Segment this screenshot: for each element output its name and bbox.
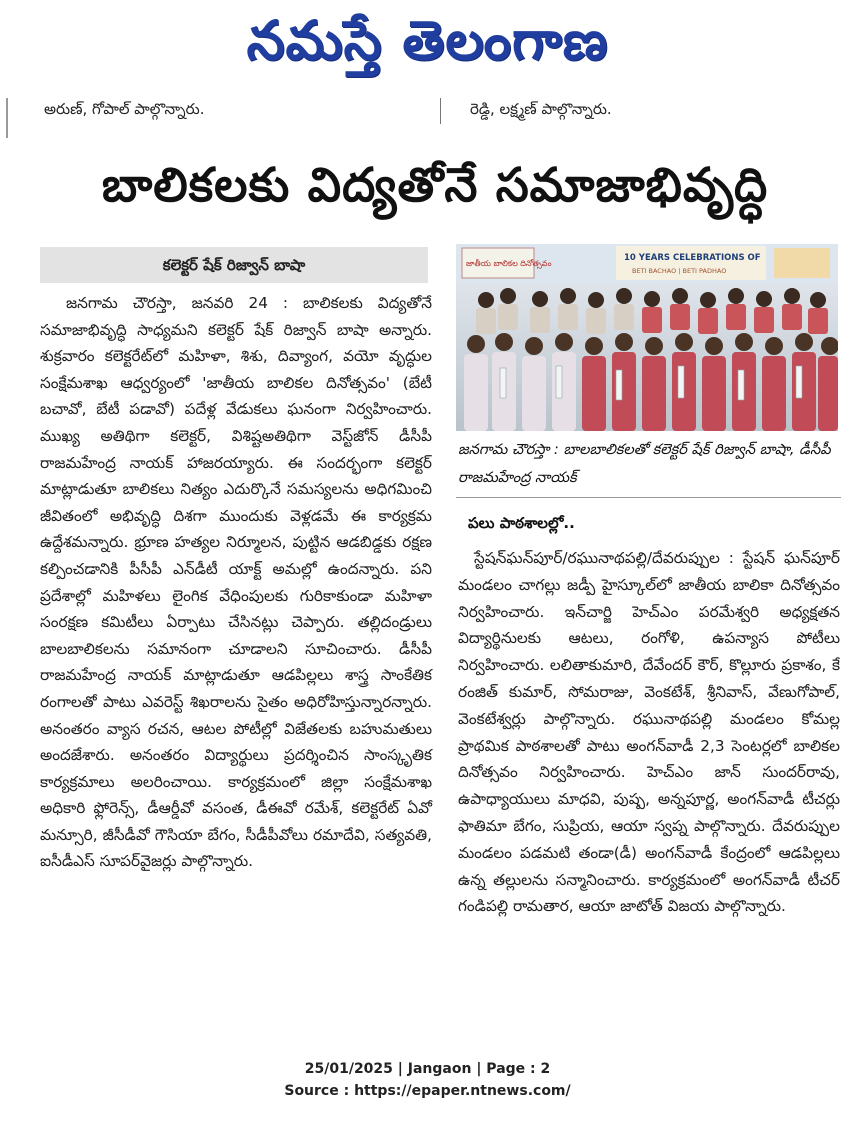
masthead [0,0,855,90]
article-body [40,290,432,875]
sub-article-text: స్టేషన్‌ఘన్‌పూర్/రఘునాథపల్లి/దేవరుప్పుల : స్టేషన్ ఘన్‌పూర్ మండలం చాగల్లు జడ్పీ హైస్కూల్‌లో జాతీయ బాలికా దినోత్సవం నిర్వహించారు. ఇన్‌చార్జి హెచ్‌ఎం పరమేశ్వరి అధ్యక్షతన విద్యార్థినులకు ఆటలు, రంగోళి, ఉపన్యాస పోటీలు నిర్వహించారు. లలితాకుమారి, దేవేందర్ కౌర్, కొల్లూరు ప్రకాశం, కే రంజిత్ కుమార్, సోమరాజు, వెంకటేశ్, శ్రీనివాస్, వేణుగోపాల్, వెంకటేశ్వర్లు పాల్గొన్నారు. రఘునాథపల్లి మండలం కోమల్ల ప్రాథమిక పాఠశాలతో పాటు అంగన్‌వాడీ 2,3 సెంటర్లలో బాలికల దినోత్సవం నిర్వహించారు. హెచ్‌ఎం జాన్ సుందర్‌రావు, ఉపాధ్యాయులు మాధవి, పుష్ప, అన్నపూర్ణ, అంగన్‌వాడీ టీచర్లు ఫాతిమా బేగం, సుప్రియ, ఆయా స్వప్న పాల్గొన్నారు. దేవరుప్పుల మండలం పడమటి తండా(డీ) అంగన్‌వాడీ కేంద్రంలో ఆడపిల్లలు ఉన్న తల్లులను సన్మానించారు. కార్యక్రమంలో అంగన్‌వాడీ టీచర్ గండిపల్లి రామతార, ఆయా జాటోత్ విజయ పాల్గొన్నారు. [458,549,840,916]
article-paragraph [40,290,432,875]
footer-source: Source : https://epaper.ntnews.com/ [284,1083,571,1099]
article-headline: బాలికలకు విద్యతోనే సమాజాభివృద్ధి [101,158,769,213]
group-photo-image [456,244,838,431]
previous-article-tail-right: రెడ్డి, లక్ష్మణ్ పాల్గొన్నారు. [470,100,612,118]
byline: కలెక్టర్ షేక్ రిజ్వాన్ బాషా [162,256,306,274]
column-divider [440,98,441,124]
previous-article-tail-left: అరుణ్, గోపాల్ పాల్గొన్నారు. [44,100,205,118]
photo-banner-left: జాతీయ బాలికల దినోత్సవం [466,259,552,268]
page-footer [0,1058,855,1102]
byline-box [40,247,428,283]
article-text: బాలికలకు విద్యతోనే సమాజాభివృద్ధి సాధ్యమని కలెక్టర్ షేక్ రిజ్వాన్ బాషా అన్నారు. శుక్రవారం కలెక్టరేట్‌లో మహిళా, శిశు, దివ్యాంగ, వయో వృద్ధుల సంక్షేమశాఖ ఆధ్వర్యంలో 'జాతీయ బాలికల దినోత్సవం' (బేటీ బచావో, బేటీ పడావో) పదేళ్ల వేడుకలు ఘనంగా నిర్వహించారు. ముఖ్య అతిథిగా కలెక్టర్, విశిష్టఅతిథిగా వెస్ట్‌జోన్ డీసీపీ రాజమహేంద్ర నాయక్ హాజరయ్యారు. ఈ సందర్భంగా కలెక్టర్ మాట్లాడుతూ బాలికలు నిత్యం ఎదుర్కొనే సమస్యలను అధిగమించి జీవితంలో అభివృద్ధి దిశగా ముందుకు వెళ్లడమే ఈ కార్యక్రమ ఉద్దేశమన్నారు. భ్రూణ హత్యల నిర్మూలన, పుట్టిన ఆడబిడ్డకు రక్షణ కల్పించడానికి పీసీపీ ఎన్‌డీటీ యాక్ట్ అమల్లో ఉందన్నారు. పని ప్రదేశాల్లో మహిళలు లైంగిక వేధింపులకు గురికాకుండా మహిళా సంరక్షణ కమిటీలు ఏర్పాటు చేసినట్లు చెప్పారు. తల్లిదండ్రులు బాలబాలికలను సమానంగా చూడాలని సూచించారు. డీసీపీ రాజమహేంద్ర నాయక్ మాట్లాడుతూ ఆడపిల్లలు శాస్త్ర సాంకేతిక రంగాలతో పాటు ఎవరెస్ట్ శిఖరాలను సైతం అధిరోహిస్తున్నారన్నారు. అనంతరం వ్యాస రచన, ఆటల పోటీల్లో విజేతలకు బహుమతులు అందజేశారు. అనంతరం విద్యార్థులు ప్రదర్శించిన సాంస్కృతిక కార్యక్రమాలు అలరించాయి. కార్యక్రమంలో జిల్లా సంక్షేమశాఖ అధికారి ఫ్లోరెన్స్, డీఆర్డీవో వసంత, డీఈవో రమేశ్, కలెక్టరేట్ ఏవో మన్సూరి, జీసీడీవో గౌసియా బేగం, సీడీపీవోలు రమాదేవి, సత్యవతి, ఐసీడీఎస్ సూపర్‌వైజర్లు పాల్గొన్నారు. [40,294,432,871]
sub-article-body [458,545,840,920]
sub-article-heading: పలు పాఠశాలల్లో.. [468,514,575,532]
photo-caption: జనగామ చౌరస్తా : బాలబాలికలతో కలెక్టర్ షేక్ రిజ్వాన్ బాషా, డీసీపీ రాజమహేంద్ర నాయక్ [458,441,831,486]
dateline: జనగామ చౌరస్తా, జనవరి 24 : [66,294,289,312]
caption-divider [456,497,841,498]
newspaper-logo: నమస్తే తెలంగాణ [246,9,609,72]
news-photo [456,244,838,431]
footer-edition-info: 25/01/2025 | Jangaon | Page : 2 [304,1061,551,1077]
photo-banner-text: 10 YEARS CELEBRATIONS OF [624,253,761,263]
photo-banner-sub: BETI BACHAO | BETI PADHAO [632,267,727,275]
column-rule [6,98,8,138]
